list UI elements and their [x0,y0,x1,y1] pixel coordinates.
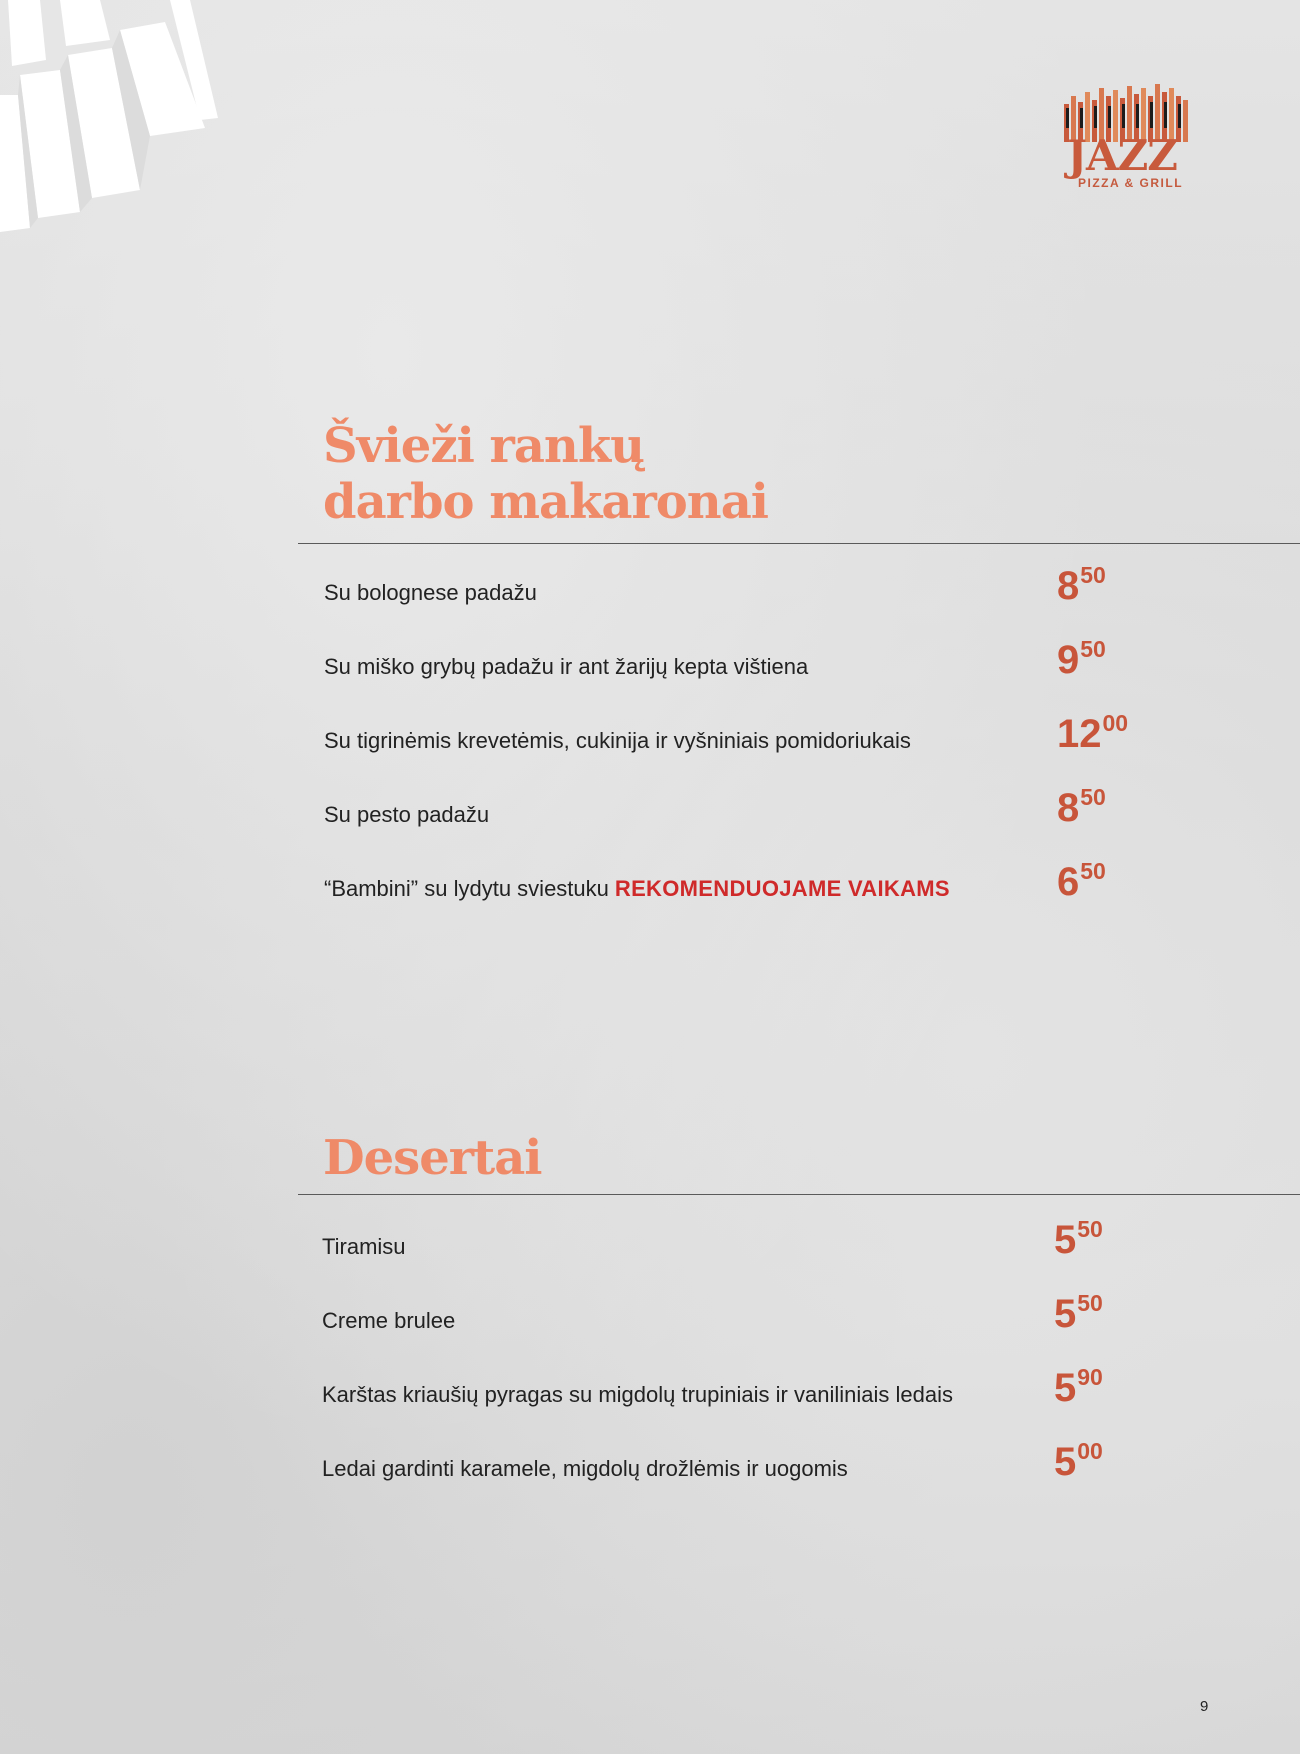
pasta-title-line1: Švieži rankų [323,418,644,474]
price-cents: 00 [1077,1438,1103,1464]
menu-item-price [1057,562,1106,608]
price-cents: 50 [1080,858,1106,884]
pasta-divider [298,543,1300,544]
price-cents: 50 [1080,784,1106,810]
pasta-section-title [323,418,768,530]
menu-item-name: Ledai gardinti karamele, migdolų drožlėmis ir uogomis [322,1456,848,1481]
logo-subtitle: PIZZA & GRILL [1078,176,1184,190]
kids-recommendation-tag: REKOMENDUOJAME VAIKAMS [614,876,950,901]
menu-item-price [1057,858,1106,904]
menu-item-name: Su miško grybų padažu ir ant žarijų kepta vištiena [324,654,809,679]
price-main: 5 [1054,1292,1077,1336]
price-cents: 90 [1077,1364,1103,1390]
piano-keys-decoration [0,0,230,240]
menu-item-price [1054,1216,1103,1262]
price-main: 5 [1054,1440,1077,1484]
desserts-section-title: Desertai [323,1130,542,1186]
menu-item-price [1057,784,1106,830]
price-main: 9 [1057,638,1080,682]
price-cents: 50 [1080,562,1106,588]
menu-item-price [1054,1364,1103,1410]
price-cents: 50 [1077,1216,1103,1242]
price-cents: 50 [1080,636,1106,662]
menu-item-price [1054,1290,1103,1336]
price-cents: 50 [1077,1290,1103,1316]
menu-item-name: Su tigrinėmis krevetėmis, cukinija ir vyšniniais pomidoriukais [324,728,911,753]
price-main: 5 [1054,1218,1077,1262]
price-main: 5 [1054,1366,1077,1410]
desserts-divider [298,1194,1300,1195]
logo-wordmark: JAZZ [1067,131,1177,180]
menu-item-price [1057,710,1129,756]
price-main: 6 [1057,860,1080,904]
menu-item-name [324,876,950,902]
menu-item-name: Karštas kriaušių pyragas su migdolų trupiniais ir vaniliniais ledais [322,1382,953,1407]
menu-item-name: Tiramisu [322,1234,406,1259]
menu-item-label: “Bambini” su lydytu sviestuku [324,876,609,901]
menu-item-name: Su pesto padažu [324,802,490,827]
menu-item-name: Su bolognese padažu [324,580,537,605]
price-main: 8 [1057,564,1080,608]
menu-item-price [1057,636,1106,682]
price-cents: 00 [1102,710,1129,736]
pasta-title-line2: darbo makaronai [323,474,769,530]
menu-item-price [1054,1438,1103,1484]
price-main: 12 [1057,712,1102,756]
page-number: 9 [1200,1698,1209,1715]
menu-item-name: Creme brulee [322,1308,456,1333]
price-main: 8 [1057,786,1080,830]
